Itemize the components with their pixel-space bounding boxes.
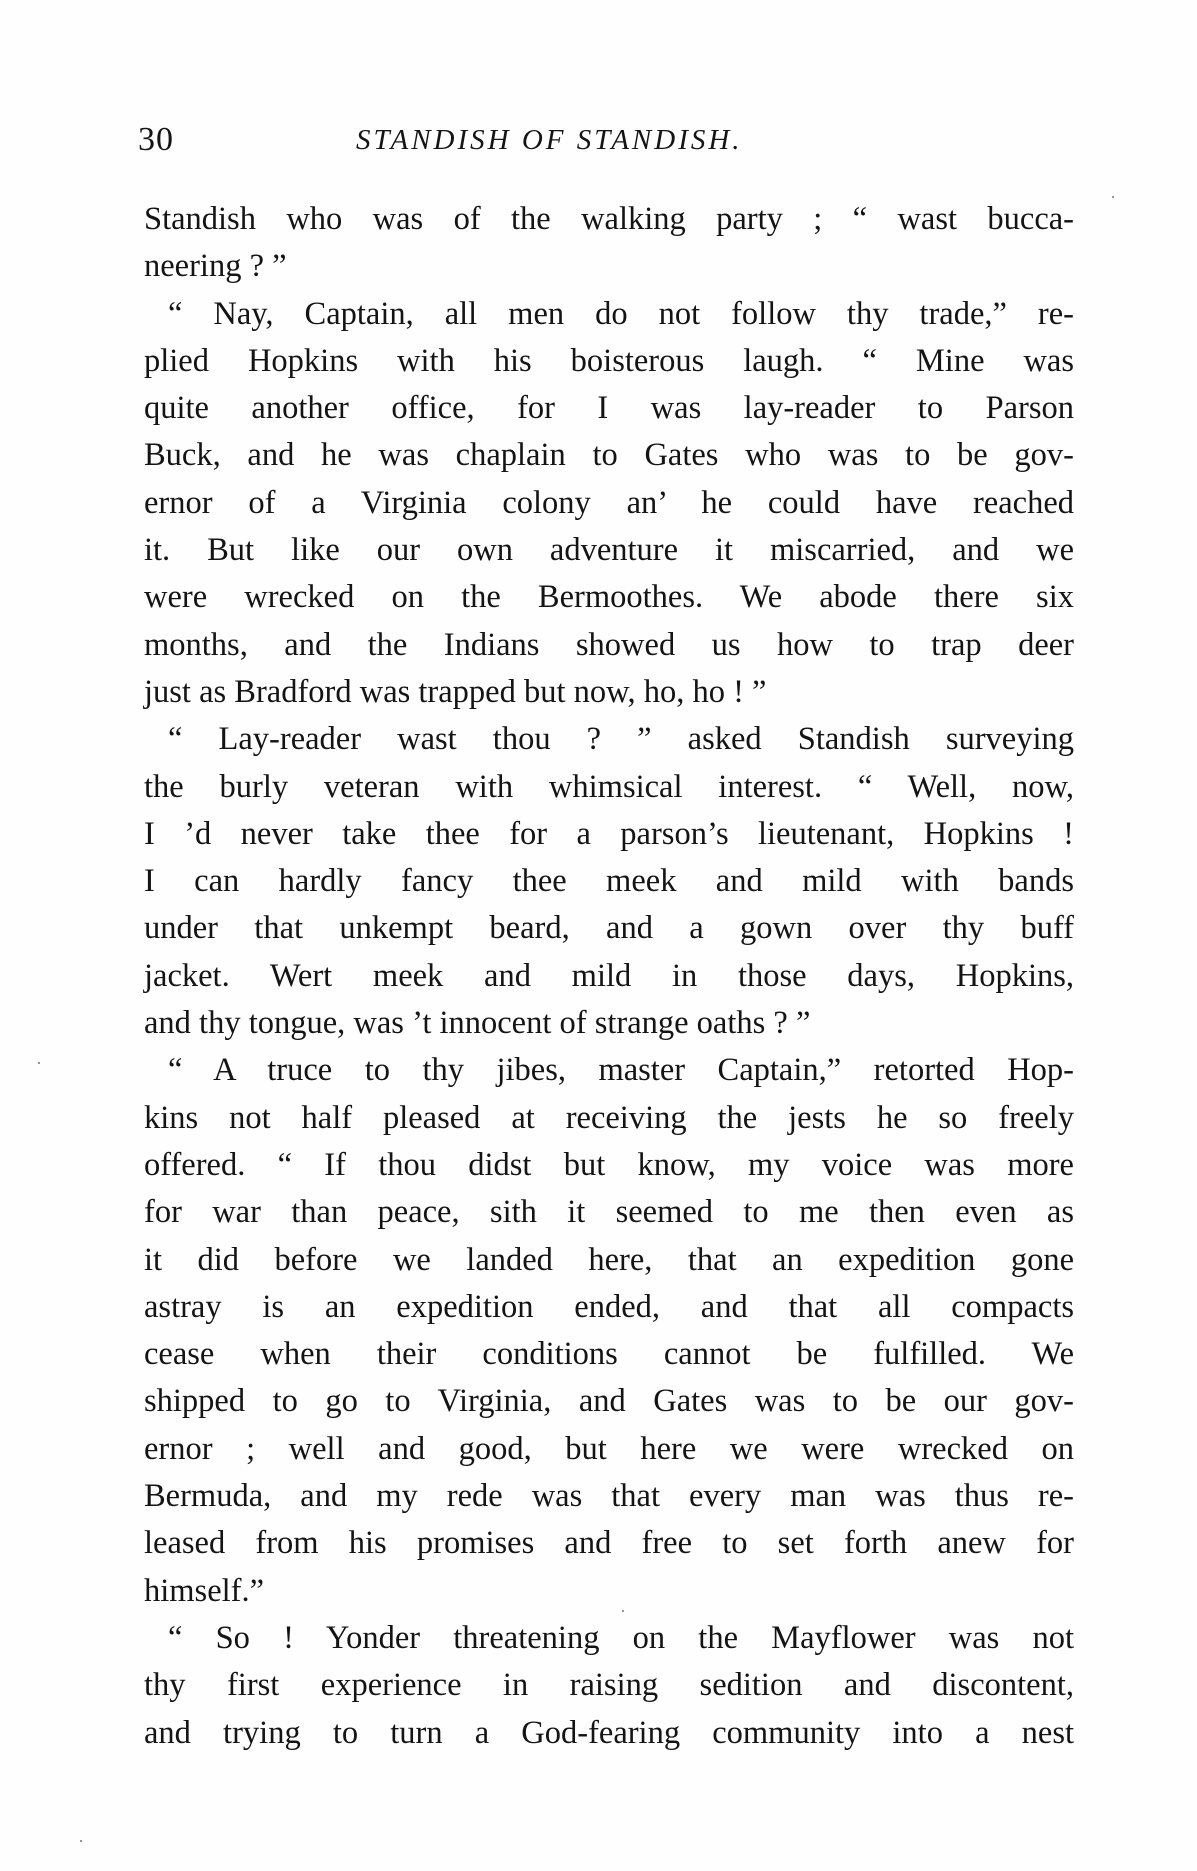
- text-line: “ Nay, Captain, all men do not follow thy trade,” re-: [168, 295, 1074, 332]
- text-line: were wrecked on the Bermoothes. We abode there six: [144, 579, 1074, 616]
- text-line: “ So ! Yonder threatening on the Mayflower was not: [168, 1619, 1074, 1656]
- text-line: kins not half pleased at receiving the jests he so freely: [144, 1099, 1074, 1136]
- text-line: neering ? ”: [144, 248, 287, 285]
- text-line: and thy tongue, was ’t innocent of strange oaths ? ”: [144, 1005, 811, 1042]
- text-line: shipped to go to Virginia, and Gates was to be our gov-: [144, 1383, 1074, 1420]
- text-line: thy first experience in raising sedition and discontent,: [144, 1667, 1074, 1704]
- text-line: and trying to turn a God-fearing community into a nest: [144, 1714, 1074, 1751]
- paper-speck: [622, 1610, 624, 1612]
- text-line: I ’d never take thee for a parson’s lieutenant, Hopkins !: [144, 815, 1074, 852]
- text-line: I can hardly fancy thee meek and mild with bands: [144, 863, 1074, 900]
- paper-speck: [38, 1062, 40, 1064]
- text-line: cease when their conditions cannot be fulfilled. We: [144, 1336, 1074, 1373]
- text-line: months, and the Indians showed us how to trap deer: [144, 626, 1074, 663]
- text-line: under that unkempt beard, and a gown over thy buff: [144, 910, 1074, 947]
- text-line: leased from his promises and free to set forth anew for: [144, 1525, 1074, 1562]
- text-line: it. But like our own adventure it miscarried, and we: [144, 532, 1074, 569]
- text-line: ernor ; well and good, but here we were wrecked on: [144, 1430, 1074, 1467]
- text-line: it did before we landed here, that an expedition gone: [144, 1241, 1074, 1278]
- text-line: Buck, and he was chaplain to Gates who was to be gov-: [144, 437, 1074, 474]
- text-line: quite another office, for I was lay-reader to Parson: [144, 390, 1074, 427]
- text-line: jacket. Wert meek and mild in those days, Hopkins,: [144, 957, 1074, 994]
- body-text: [144, 196, 1074, 1757]
- text-line: Standish who was of the walking party ; “ wast bucca-: [144, 201, 1074, 237]
- text-line: “ A truce to thy jibes, master Captain,” retorted Hop-: [168, 1052, 1074, 1089]
- text-line: Bermuda, and my rede was that every man was thus re-: [144, 1478, 1074, 1515]
- text-line: offered. “ If thou didst but know, my voice was more: [144, 1146, 1074, 1183]
- text-line: ernor of a Virginia colony an’ he could have reached: [144, 484, 1074, 521]
- text-line: plied Hopkins with his boisterous laugh. “ Mine was: [144, 342, 1074, 379]
- page-header: [138, 118, 1073, 168]
- text-line: just as Bradford was trapped but now, ho, ho ! ”: [144, 673, 767, 710]
- paper-speck: [1112, 196, 1114, 198]
- text-line: for war than peace, sith it seemed to me then even as: [144, 1194, 1074, 1231]
- text-line: himself.”: [144, 1572, 265, 1609]
- paper-speck: [80, 1840, 82, 1842]
- running-title: STANDISH OF STANDISH.: [356, 124, 743, 156]
- text-line: the burly veteran with whimsical interest. “ Well, now,: [144, 768, 1074, 805]
- text-line: astray is an expedition ended, and that all compacts: [144, 1288, 1074, 1325]
- page-number: 30: [138, 121, 174, 158]
- text-line: “ Lay-reader wast thou ? ” asked Standish surveying: [168, 721, 1074, 758]
